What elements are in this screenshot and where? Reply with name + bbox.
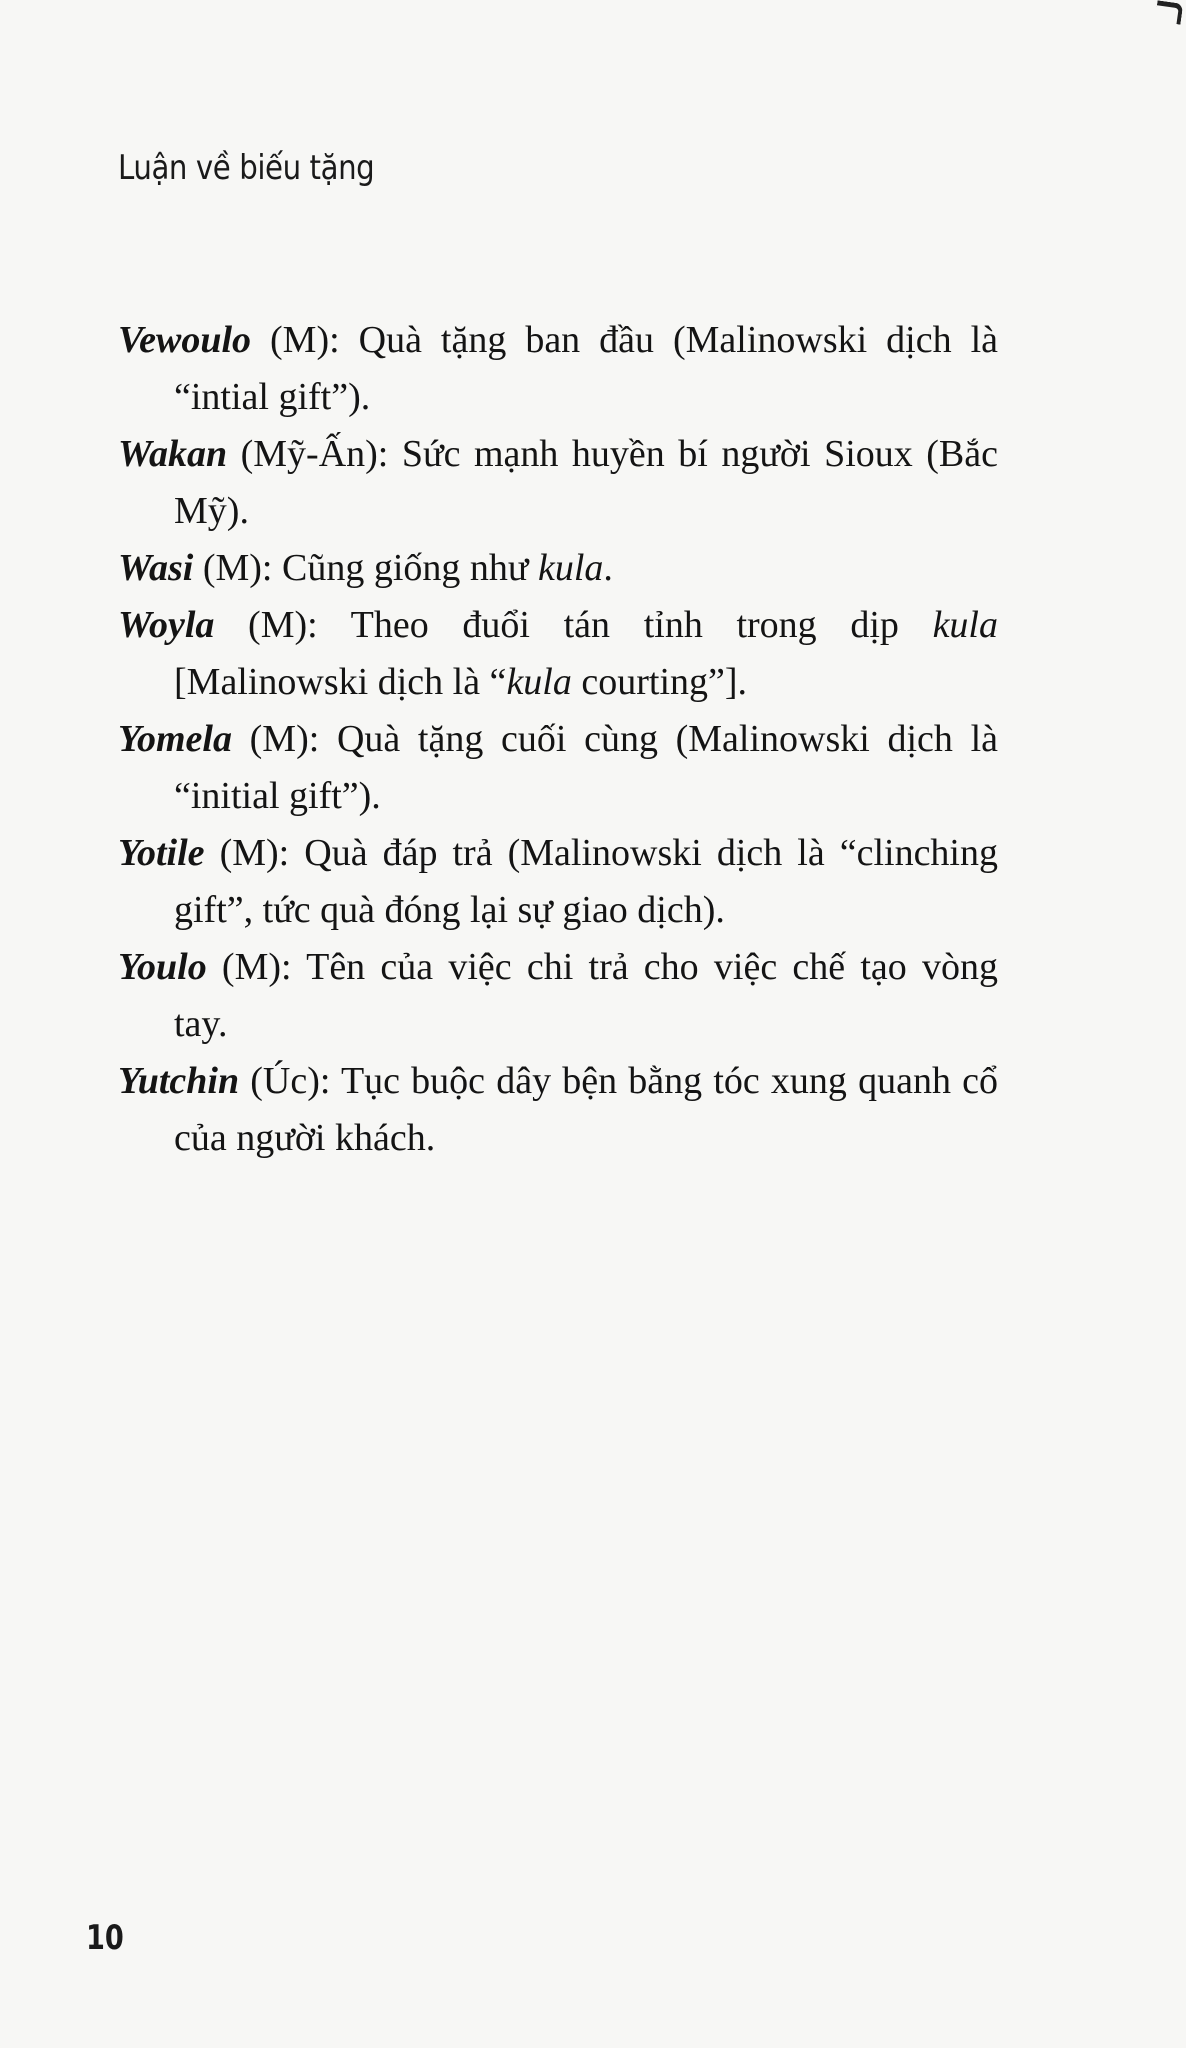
entry-italic-term: kula — [932, 604, 998, 646]
entry-term: Youlo — [118, 946, 207, 988]
entry-definition: (Mỹ-Ấn): Sức mạnh huyền bí người Sioux (Bắc Mỹ). — [174, 433, 998, 532]
running-header: Luận về biếu tặng — [118, 148, 375, 188]
page-number: 10 — [86, 1918, 124, 1958]
entry-term: Yotile — [118, 832, 205, 874]
entry-term: Woyla — [118, 604, 215, 646]
entry-definition: (M): Quà tặng cuối cùng (Malinowski dịch là “initial gift”). — [174, 718, 998, 817]
glossary-entry-youlo — [118, 939, 998, 1053]
entry-term: Wasi — [118, 547, 194, 589]
entry-definition: (M): Tên của việc chi trả cho việc chế tạo vòng tay. — [174, 946, 998, 1045]
glossary-entry-woyla — [118, 597, 998, 711]
glossary-entry-wasi — [118, 540, 998, 597]
entry-definition: (Úc): Tục buộc dây bện bằng tóc xung quanh cổ của người khách. — [174, 1060, 998, 1159]
entry-definition: (M): Quà tặng ban đầu (Malinowski dịch là “intial gift”). — [174, 319, 998, 418]
glossary-entries — [118, 312, 998, 1167]
entry-term: Wakan — [118, 433, 228, 475]
entry-italic-term: kula — [537, 547, 604, 589]
entry-definition: (M): Quà đáp trả (Malinowski dịch là “clinching gift”, tức quà đóng lại sự giao dịch). — [174, 832, 998, 931]
entry-term: Vewoulo — [118, 319, 252, 361]
glossary-entry-yotile — [118, 825, 998, 939]
entry-definition: (M): Theo đuổi tán tỉnh trong dịp — [214, 604, 933, 646]
glossary-entry-yutchin — [118, 1053, 998, 1167]
entry-italic-term: kula — [506, 661, 572, 703]
entry-definition: (M): Cũng giống như — [193, 547, 538, 589]
entry-definition-end: courting”]. — [571, 661, 748, 703]
page-corner-mark — [1155, 0, 1184, 24]
entry-definition: [Malinowski dịch là “ — [174, 661, 507, 703]
entry-definition-end: . — [603, 547, 613, 589]
glossary-entry-vewoulo — [118, 312, 998, 426]
entry-term: Yomela — [118, 718, 232, 760]
entry-term: Yutchin — [118, 1060, 240, 1102]
glossary-entry-wakan — [118, 426, 998, 540]
glossary-entry-yomela — [118, 711, 998, 825]
